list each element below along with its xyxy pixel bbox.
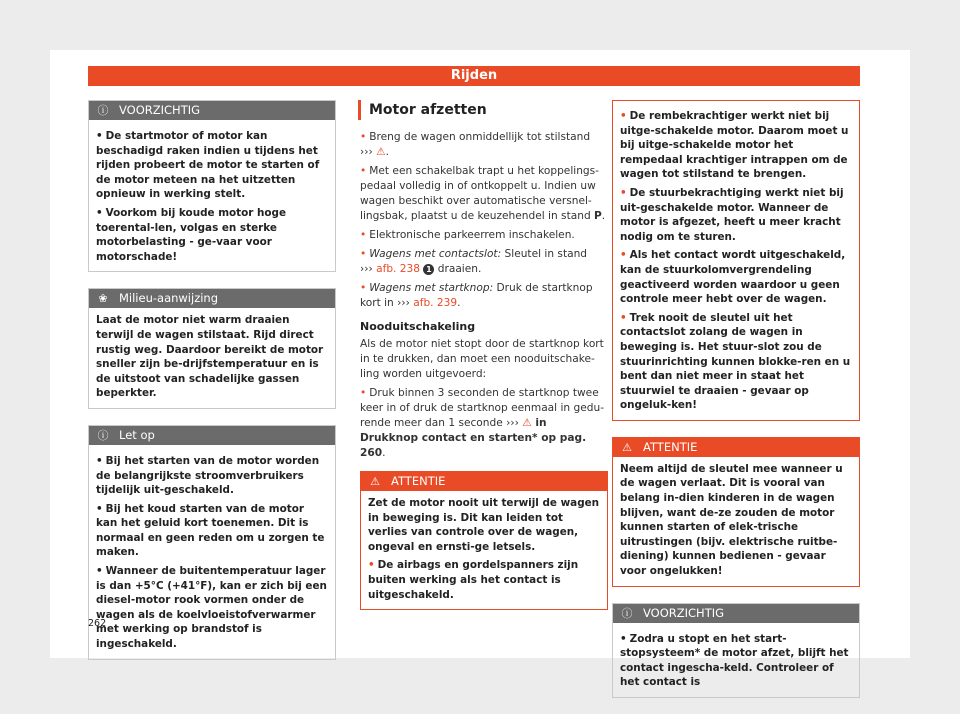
bullet-icon: • <box>620 311 627 324</box>
list-item: • Bij het starten van de motor worden de belangrijkste stroomverbruikers tijdelijk uit-geschakeld. <box>96 454 320 497</box>
section-title: Motor afzetten <box>358 100 608 120</box>
leaf-icon: ❀ <box>98 292 108 306</box>
warning-triangle-icon: ⚠ <box>522 417 532 429</box>
bullet-icon: • <box>96 565 103 578</box>
attention-box-header <box>613 438 859 457</box>
environment-box-title: Milieu-aanwijzing <box>119 291 219 306</box>
list-item: • Trek nooit de sleutel uit het contactslot zolang de wagen in beweging is. Het stuur-slot zou de stuurinrichting kunnen blokke-ren en u bent dan niet meer in staat het stuurwiel te draaien - gevaar op ongeluk-ken! <box>620 311 851 412</box>
note-box-title: Let op <box>119 427 155 442</box>
list-item: • Wagens met contactslot: Sleutel in stand ››› afb. 238 1 draaien. <box>360 248 588 275</box>
page-number: 262 <box>88 618 107 629</box>
environment-box-header <box>89 289 335 308</box>
bullet-icon: • <box>620 249 627 262</box>
attention-box-title: ATTENTIE <box>391 474 446 488</box>
figure-reference-link[interactable]: afb. 238 <box>376 263 420 275</box>
note-box <box>88 425 336 660</box>
warning-triangle-icon: ⚠ <box>622 440 632 454</box>
warning-box-body <box>613 623 859 697</box>
list-item: • De rembekrachtiger werkt niet bij uitge-schakelde motor. Daarom moet u bij uitge-schakelde motor het rempedaal krachtiger intrappen om de wagen tot stilstand te brengen. <box>620 110 849 181</box>
attention-box <box>360 471 608 610</box>
column-middle <box>360 100 608 626</box>
bullet-icon: • <box>96 454 103 467</box>
column-right <box>612 100 860 714</box>
column-left <box>88 100 336 676</box>
list-item: • Wanneer de buitentemperatuur lager is dan +5°C (+41°F), kan er zich bij een diesel-motor rook vormen onder de wagen als de koelvloeistofverwarmer met werking op brandstof is ingeschakeld. <box>96 565 327 651</box>
attention-box <box>612 437 860 587</box>
bullet-icon: • <box>360 165 367 177</box>
bullet-icon: • <box>96 130 103 142</box>
warning-triangle-icon: ⚠ <box>376 146 386 158</box>
subheading: Nooduitschakeling <box>360 320 476 333</box>
callout-number: 1 <box>423 264 434 275</box>
list-item: • Breng de wagen onmiddellijk tot stilstand ››› ⚠. <box>360 131 591 158</box>
paragraph: Als de motor niet stopt door de startknop kort in te drukken, dan moet een nooduitschake-ling worden uitgevoerd: <box>360 338 604 380</box>
attention-box-title: ATTENTIE <box>643 439 698 454</box>
list-item: • Met een schakelbak trapt u het koppelings-pedaal volledig in of ontkoppelt u. Indien uw wagen beschikt over automatische versnel-lingsbak, plaatst u de keuzehendel in stand P. <box>360 165 606 222</box>
bullet-icon: • <box>368 559 375 572</box>
bullet-icon: • <box>620 186 627 199</box>
warning-box-voorzichtig <box>612 603 860 698</box>
page-reference-link[interactable]: in Drukknop contact en starten* op pag. 260 <box>360 417 587 459</box>
warning-box-body <box>89 120 335 271</box>
list-item: • Wagens met startknop: Druk de startknop kort in ››› afb. 239. <box>360 282 593 309</box>
figure-reference-link[interactable]: afb. 239 <box>413 297 458 309</box>
list-item: • Zodra u stopt en het start-stopsysteem* de motor afzet, blijft het contact ingescha-keld. Controleer of het contact is <box>620 632 849 689</box>
bullet-icon: • <box>96 502 103 515</box>
info-square-icon: ⓘ <box>97 428 109 442</box>
warning-box-header <box>613 604 859 623</box>
list-item: • Voorkom bij koude motor hoge toerental-len, volgas en sterke motorbelasting - ge-vaar voor motorschade! <box>96 206 287 263</box>
attention-box-continued <box>612 100 860 421</box>
environment-box-body: Laat de motor niet warm draaien terwijl de wagen stilstaat. Rijd direct rustig weg. Daardoor bereikt de motor sneller zijn be-drijfstemperatuur en is de uitstoot van schadelijke gassen beperkter. <box>96 314 324 400</box>
bullet-icon: • <box>360 248 367 260</box>
info-circle-icon: ⓘ <box>621 606 633 620</box>
attention-box-body <box>361 491 607 609</box>
bullet-icon: • <box>620 110 627 122</box>
note-box-body <box>89 445 335 659</box>
attention-box-header <box>361 472 607 491</box>
warning-box-title: VOORZICHTIG <box>119 103 201 117</box>
list-item: • De airbags en gordelspanners zijn buiten werking als het contact is uitgeschakeld. <box>368 559 579 601</box>
bullet-icon: • <box>360 229 367 241</box>
bullet-icon: • <box>620 632 627 645</box>
list-item: • Als het contact wordt uitgeschakeld, kan de stuurkolomvergrendeling geactiveerd worden waardoor u geen controle meer hebt over de wagen. <box>620 249 846 306</box>
list-item: • Druk binnen 3 seconden de startknop twee keer in of druk de startknop eenmaal in gedu-rende meer dan 1 seconde ››› ⚠ in Drukknop contact en starten* op pag. 260. <box>360 387 605 459</box>
bullet-icon: • <box>360 282 367 294</box>
attention-box-body <box>613 101 859 420</box>
warning-box-header <box>89 101 335 120</box>
warning-box-title: VOORZICHTIG <box>643 605 725 620</box>
list-item: • De stuurbekrachtiging werkt niet bij uit-geschakelde motor. Wanneer de motor is afgezet, heeft u meer kracht nodig om te sturen. <box>620 186 844 243</box>
attention-box-body: Neem altijd de sleutel mee wanneer u de wagen verlaat. Dit is vooral van belang in-dien kinderen in de wagen blijven, want de-ze zouden de motor kunnen starten of elek-trische uitrustingen (bijv. elektrische ruitbe-diening) kunnen bedienen - gevaar voor ongelukken! <box>620 462 843 578</box>
list-item: • Elektronische parkeerrem inschakelen. <box>360 229 575 241</box>
bullet-icon: • <box>96 206 103 219</box>
bullet-icon: • <box>360 387 367 399</box>
warning-triangle-icon: ⚠ <box>370 475 380 488</box>
list-item: • De startmotor of motor kan beschadigd raken indien u tijdens het rijden probeert de motor te starten of de motor meteen na het uitzetten opnieuw in werking stelt. <box>96 130 320 201</box>
bullet-icon: • <box>360 131 367 143</box>
info-circle-icon: ⓘ <box>97 104 109 117</box>
warning-box-voorzichtig <box>88 100 336 272</box>
note-box-header <box>89 426 335 445</box>
list-item: • Bij het koud starten van de motor kan het geluid kort toenemen. Dit is normaal en geen reden om u zorgen te maken. <box>96 502 325 559</box>
section-body <box>360 130 608 461</box>
environment-box <box>88 288 336 409</box>
attention-text: Zet de motor nooit uit terwijl de wagen in beweging is. Dit kan leiden tot verlies van controle over de wagen, ongeval en ernsti-ge letsels. <box>368 497 600 553</box>
section-header: Rijden <box>88 66 860 86</box>
